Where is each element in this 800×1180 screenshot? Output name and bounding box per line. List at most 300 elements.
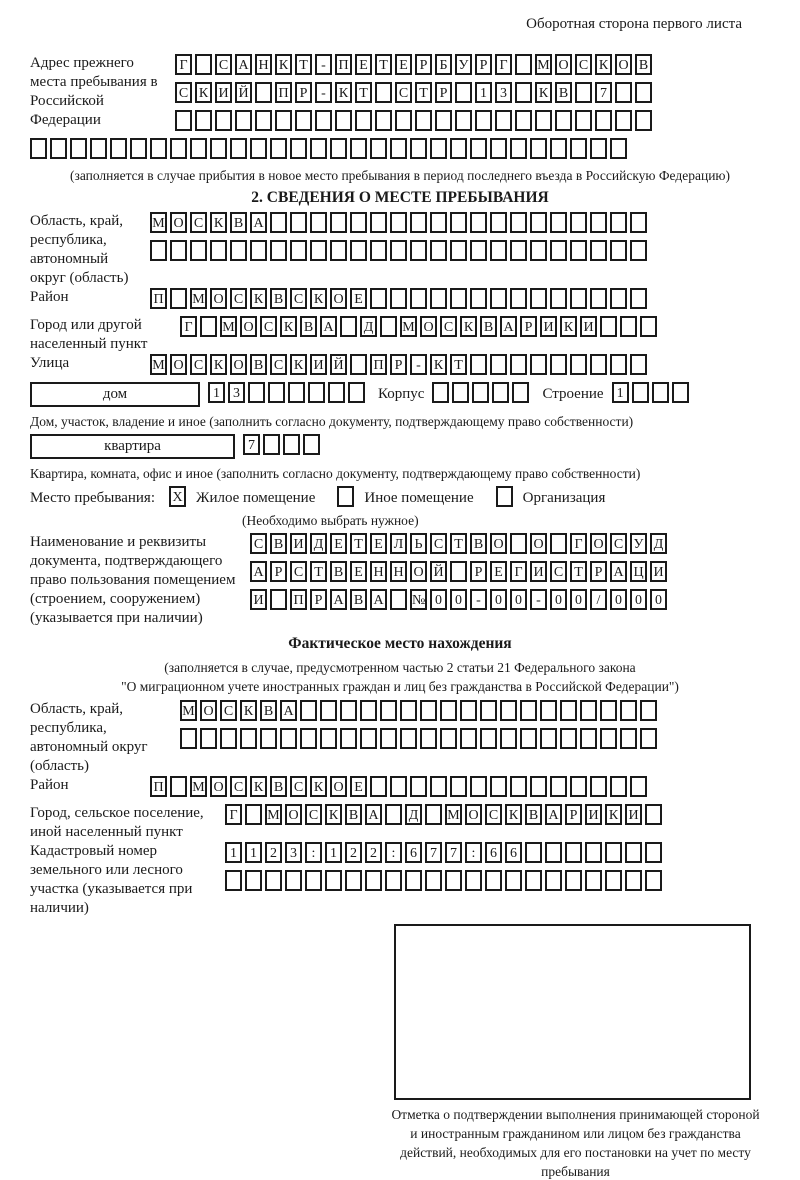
char-box[interactable] bbox=[580, 700, 597, 721]
char-box[interactable] bbox=[70, 138, 87, 159]
char-box[interactable] bbox=[410, 240, 427, 261]
char-box[interactable] bbox=[170, 138, 187, 159]
char-box[interactable]: Т bbox=[310, 561, 327, 582]
char-box[interactable] bbox=[605, 842, 622, 863]
char-box[interactable]: Ь bbox=[410, 533, 427, 554]
char-box[interactable] bbox=[350, 354, 367, 375]
char-box[interactable] bbox=[310, 240, 327, 261]
char-box[interactable] bbox=[560, 728, 577, 749]
char-box[interactable] bbox=[490, 240, 507, 261]
char-box[interactable] bbox=[445, 870, 462, 891]
char-box[interactable] bbox=[175, 110, 192, 131]
char-box[interactable]: Т bbox=[450, 354, 467, 375]
char-box[interactable] bbox=[370, 776, 387, 797]
char-box[interactable]: С bbox=[260, 316, 277, 337]
char-box[interactable]: А bbox=[330, 589, 347, 610]
char-box[interactable]: - bbox=[410, 354, 427, 375]
char-box[interactable] bbox=[335, 110, 352, 131]
char-box[interactable]: И bbox=[650, 561, 667, 582]
char-box[interactable] bbox=[450, 138, 467, 159]
char-box[interactable]: К bbox=[430, 354, 447, 375]
char-box[interactable]: И bbox=[310, 354, 327, 375]
char-box[interactable] bbox=[170, 776, 187, 797]
char-box[interactable]: И bbox=[580, 316, 597, 337]
char-box[interactable] bbox=[630, 354, 647, 375]
char-box[interactable] bbox=[235, 110, 252, 131]
char-box[interactable] bbox=[375, 82, 392, 103]
char-box[interactable]: О bbox=[330, 776, 347, 797]
char-box[interactable] bbox=[470, 354, 487, 375]
char-box[interactable] bbox=[300, 700, 317, 721]
char-box[interactable]: 0 bbox=[570, 589, 587, 610]
char-box[interactable]: А bbox=[280, 700, 297, 721]
char-box[interactable] bbox=[615, 82, 632, 103]
char-box[interactable] bbox=[30, 138, 47, 159]
char-box[interactable]: 7 bbox=[243, 434, 260, 455]
char-box[interactable] bbox=[570, 776, 587, 797]
char-box[interactable]: В bbox=[270, 533, 287, 554]
char-box[interactable]: 1 bbox=[245, 842, 262, 863]
char-box[interactable]: 1 bbox=[475, 82, 492, 103]
char-box[interactable] bbox=[435, 110, 452, 131]
char-box[interactable] bbox=[263, 434, 280, 455]
char-box[interactable] bbox=[365, 870, 382, 891]
char-box[interactable] bbox=[610, 212, 627, 233]
char-box[interactable]: О bbox=[615, 54, 632, 75]
char-box[interactable] bbox=[535, 110, 552, 131]
char-box[interactable] bbox=[600, 728, 617, 749]
char-box[interactable] bbox=[450, 212, 467, 233]
char-box[interactable] bbox=[380, 316, 397, 337]
char-box[interactable]: И bbox=[585, 804, 602, 825]
char-box[interactable] bbox=[450, 288, 467, 309]
char-box[interactable] bbox=[410, 776, 427, 797]
char-box[interactable] bbox=[290, 138, 307, 159]
char-box[interactable] bbox=[530, 138, 547, 159]
char-box[interactable] bbox=[330, 138, 347, 159]
char-box[interactable]: К bbox=[325, 804, 342, 825]
char-box[interactable] bbox=[255, 110, 272, 131]
char-box[interactable] bbox=[600, 700, 617, 721]
char-box[interactable] bbox=[455, 110, 472, 131]
char-box[interactable] bbox=[645, 870, 662, 891]
char-box[interactable] bbox=[270, 589, 287, 610]
char-box[interactable]: М bbox=[535, 54, 552, 75]
char-box[interactable] bbox=[345, 870, 362, 891]
char-box[interactable]: Р bbox=[415, 54, 432, 75]
char-box[interactable] bbox=[510, 212, 527, 233]
char-box[interactable] bbox=[540, 728, 557, 749]
char-box[interactable] bbox=[550, 240, 567, 261]
char-box[interactable] bbox=[420, 700, 437, 721]
char-box[interactable]: В bbox=[470, 533, 487, 554]
char-box[interactable]: Р bbox=[475, 54, 492, 75]
char-box[interactable] bbox=[590, 138, 607, 159]
char-box[interactable] bbox=[330, 212, 347, 233]
char-box[interactable]: Д bbox=[310, 533, 327, 554]
char-box[interactable] bbox=[240, 728, 257, 749]
char-box[interactable]: 0 bbox=[550, 589, 567, 610]
char-box[interactable] bbox=[560, 700, 577, 721]
char-box[interactable] bbox=[530, 776, 547, 797]
char-box[interactable]: М bbox=[190, 776, 207, 797]
char-box[interactable]: А bbox=[365, 804, 382, 825]
char-box[interactable] bbox=[245, 870, 262, 891]
char-box[interactable]: В bbox=[635, 54, 652, 75]
char-box[interactable]: Т bbox=[570, 561, 587, 582]
char-box[interactable]: В bbox=[260, 700, 277, 721]
char-box[interactable] bbox=[385, 870, 402, 891]
char-box[interactable]: В bbox=[525, 804, 542, 825]
char-box[interactable]: К bbox=[240, 700, 257, 721]
char-box[interactable] bbox=[270, 212, 287, 233]
char-box[interactable] bbox=[580, 728, 597, 749]
char-box[interactable]: Т bbox=[450, 533, 467, 554]
char-box[interactable] bbox=[630, 776, 647, 797]
char-box[interactable]: К bbox=[460, 316, 477, 337]
char-box[interactable] bbox=[390, 776, 407, 797]
char-box[interactable] bbox=[310, 138, 327, 159]
char-box[interactable] bbox=[288, 382, 305, 403]
char-box[interactable] bbox=[565, 870, 582, 891]
char-box[interactable]: Г bbox=[180, 316, 197, 337]
char-box[interactable]: Р bbox=[295, 82, 312, 103]
char-box[interactable]: : bbox=[385, 842, 402, 863]
char-box[interactable]: Е bbox=[490, 561, 507, 582]
char-box[interactable]: С bbox=[575, 54, 592, 75]
char-box[interactable] bbox=[620, 700, 637, 721]
char-box[interactable] bbox=[390, 589, 407, 610]
char-box[interactable] bbox=[595, 110, 612, 131]
char-box[interactable] bbox=[630, 288, 647, 309]
char-box[interactable] bbox=[290, 212, 307, 233]
char-box[interactable]: 7 bbox=[445, 842, 462, 863]
char-box[interactable] bbox=[395, 110, 412, 131]
char-box[interactable] bbox=[490, 776, 507, 797]
char-box[interactable] bbox=[400, 700, 417, 721]
char-box[interactable]: : bbox=[465, 842, 482, 863]
char-box[interactable] bbox=[575, 110, 592, 131]
char-box[interactable] bbox=[375, 110, 392, 131]
char-box[interactable] bbox=[90, 138, 107, 159]
char-box[interactable]: Л bbox=[390, 533, 407, 554]
char-box[interactable]: Р bbox=[270, 561, 287, 582]
char-box[interactable] bbox=[492, 382, 509, 403]
char-box[interactable]: О bbox=[420, 316, 437, 337]
char-box[interactable]: Д bbox=[650, 533, 667, 554]
char-box[interactable] bbox=[180, 728, 197, 749]
char-box[interactable] bbox=[200, 728, 217, 749]
char-box[interactable] bbox=[585, 870, 602, 891]
char-box[interactable] bbox=[630, 212, 647, 233]
char-box[interactable]: К bbox=[335, 82, 352, 103]
char-box[interactable] bbox=[550, 354, 567, 375]
char-box[interactable]: С bbox=[550, 561, 567, 582]
char-box[interactable] bbox=[290, 240, 307, 261]
char-box[interactable] bbox=[390, 138, 407, 159]
char-box[interactable] bbox=[370, 138, 387, 159]
char-box[interactable] bbox=[190, 138, 207, 159]
char-box[interactable]: С bbox=[290, 776, 307, 797]
char-box[interactable] bbox=[270, 138, 287, 159]
char-box[interactable]: - bbox=[315, 82, 332, 103]
char-box[interactable] bbox=[460, 700, 477, 721]
char-box[interactable]: В bbox=[270, 288, 287, 309]
char-box[interactable] bbox=[385, 804, 402, 825]
char-box[interactable]: Р bbox=[565, 804, 582, 825]
char-box[interactable]: О bbox=[555, 54, 572, 75]
char-box[interactable]: С bbox=[250, 533, 267, 554]
char-box[interactable] bbox=[590, 288, 607, 309]
char-box[interactable] bbox=[390, 288, 407, 309]
char-box[interactable]: К bbox=[250, 776, 267, 797]
char-box[interactable] bbox=[220, 728, 237, 749]
char-box[interactable]: А bbox=[320, 316, 337, 337]
char-box[interactable]: К bbox=[535, 82, 552, 103]
char-box[interactable] bbox=[340, 728, 357, 749]
char-box[interactable]: И bbox=[625, 804, 642, 825]
char-box[interactable] bbox=[520, 728, 537, 749]
char-box[interactable] bbox=[490, 138, 507, 159]
char-box[interactable]: М bbox=[150, 212, 167, 233]
char-box[interactable] bbox=[420, 728, 437, 749]
char-box[interactable]: Й bbox=[430, 561, 447, 582]
char-box[interactable] bbox=[550, 212, 567, 233]
char-box[interactable] bbox=[645, 842, 662, 863]
char-box[interactable] bbox=[310, 212, 327, 233]
char-box[interactable]: С bbox=[290, 561, 307, 582]
char-box[interactable] bbox=[515, 54, 532, 75]
char-box[interactable]: М bbox=[190, 288, 207, 309]
char-box[interactable]: С bbox=[230, 288, 247, 309]
char-box[interactable]: - bbox=[470, 589, 487, 610]
char-box[interactable] bbox=[590, 354, 607, 375]
char-box[interactable] bbox=[275, 110, 292, 131]
char-box[interactable] bbox=[540, 700, 557, 721]
char-box[interactable] bbox=[150, 138, 167, 159]
char-box[interactable]: К bbox=[210, 354, 227, 375]
char-box[interactable] bbox=[632, 382, 649, 403]
char-box[interactable] bbox=[480, 700, 497, 721]
char-box[interactable]: О bbox=[410, 561, 427, 582]
char-box[interactable]: С bbox=[270, 354, 287, 375]
char-box[interactable]: Г bbox=[510, 561, 527, 582]
char-box[interactable] bbox=[485, 870, 502, 891]
char-box[interactable]: И bbox=[290, 533, 307, 554]
char-box[interactable]: 0 bbox=[610, 589, 627, 610]
char-box[interactable] bbox=[645, 804, 662, 825]
char-box[interactable]: К bbox=[310, 776, 327, 797]
char-box[interactable] bbox=[410, 288, 427, 309]
char-box[interactable]: А bbox=[370, 589, 387, 610]
char-box[interactable] bbox=[410, 138, 427, 159]
char-box[interactable]: Й bbox=[235, 82, 252, 103]
char-box[interactable]: М bbox=[400, 316, 417, 337]
char-box[interactable]: С bbox=[175, 82, 192, 103]
char-box[interactable]: А bbox=[235, 54, 252, 75]
char-box[interactable]: С bbox=[430, 533, 447, 554]
char-box[interactable] bbox=[330, 240, 347, 261]
char-box[interactable] bbox=[495, 110, 512, 131]
char-box[interactable]: В bbox=[555, 82, 572, 103]
char-box[interactable]: С bbox=[485, 804, 502, 825]
char-box[interactable] bbox=[525, 870, 542, 891]
char-box[interactable] bbox=[315, 110, 332, 131]
char-box[interactable] bbox=[470, 138, 487, 159]
char-box[interactable]: Д bbox=[360, 316, 377, 337]
char-box[interactable]: Е bbox=[330, 533, 347, 554]
char-box[interactable] bbox=[530, 240, 547, 261]
char-box[interactable]: П bbox=[335, 54, 352, 75]
char-box[interactable]: 0 bbox=[630, 589, 647, 610]
char-box[interactable]: Н bbox=[370, 561, 387, 582]
char-box[interactable] bbox=[390, 212, 407, 233]
char-box[interactable] bbox=[550, 533, 567, 554]
char-box[interactable]: К bbox=[595, 54, 612, 75]
char-box[interactable]: Р bbox=[435, 82, 452, 103]
char-box[interactable]: Р bbox=[470, 561, 487, 582]
stay-type-checkbox-organization[interactable] bbox=[496, 486, 513, 507]
char-box[interactable] bbox=[225, 870, 242, 891]
char-box[interactable] bbox=[470, 776, 487, 797]
char-box[interactable] bbox=[610, 354, 627, 375]
char-box[interactable]: О bbox=[590, 533, 607, 554]
char-box[interactable] bbox=[570, 212, 587, 233]
char-box[interactable] bbox=[432, 382, 449, 403]
char-box[interactable]: Н bbox=[255, 54, 272, 75]
char-box[interactable]: Е bbox=[350, 288, 367, 309]
char-box[interactable] bbox=[672, 382, 689, 403]
char-box[interactable] bbox=[250, 240, 267, 261]
char-box[interactable] bbox=[440, 728, 457, 749]
char-box[interactable] bbox=[500, 728, 517, 749]
char-box[interactable]: 0 bbox=[510, 589, 527, 610]
char-box[interactable] bbox=[305, 870, 322, 891]
char-box[interactable] bbox=[430, 240, 447, 261]
char-box[interactable]: С bbox=[230, 776, 247, 797]
char-box[interactable] bbox=[452, 382, 469, 403]
char-box[interactable] bbox=[320, 700, 337, 721]
char-box[interactable]: - bbox=[530, 589, 547, 610]
char-box[interactable]: Т bbox=[355, 82, 372, 103]
char-box[interactable] bbox=[652, 382, 669, 403]
char-box[interactable] bbox=[350, 240, 367, 261]
char-box[interactable]: Р bbox=[590, 561, 607, 582]
char-box[interactable]: Т bbox=[375, 54, 392, 75]
char-box[interactable]: С bbox=[440, 316, 457, 337]
char-box[interactable]: К bbox=[290, 354, 307, 375]
char-box[interactable]: № bbox=[410, 589, 427, 610]
char-box[interactable]: Г bbox=[225, 804, 242, 825]
char-box[interactable] bbox=[512, 382, 529, 403]
char-box[interactable] bbox=[625, 842, 642, 863]
char-box[interactable]: О bbox=[170, 354, 187, 375]
char-box[interactable] bbox=[430, 288, 447, 309]
char-box[interactable]: А bbox=[545, 804, 562, 825]
char-box[interactable] bbox=[195, 54, 212, 75]
char-box[interactable]: С bbox=[220, 700, 237, 721]
char-box[interactable] bbox=[410, 212, 427, 233]
char-box[interactable]: 0 bbox=[650, 589, 667, 610]
char-box[interactable] bbox=[405, 870, 422, 891]
char-box[interactable] bbox=[325, 870, 342, 891]
char-box[interactable]: 1 bbox=[208, 382, 225, 403]
char-box[interactable]: 0 bbox=[490, 589, 507, 610]
char-box[interactable] bbox=[610, 776, 627, 797]
char-box[interactable]: А bbox=[500, 316, 517, 337]
char-box[interactable]: О bbox=[210, 288, 227, 309]
char-box[interactable]: О bbox=[170, 212, 187, 233]
char-box[interactable]: О bbox=[490, 533, 507, 554]
char-box[interactable]: В bbox=[250, 354, 267, 375]
char-box[interactable]: К bbox=[505, 804, 522, 825]
char-box[interactable]: Т bbox=[415, 82, 432, 103]
char-box[interactable]: М bbox=[180, 700, 197, 721]
char-box[interactable] bbox=[170, 288, 187, 309]
char-box[interactable]: С bbox=[290, 288, 307, 309]
char-box[interactable] bbox=[200, 316, 217, 337]
char-box[interactable]: Б bbox=[435, 54, 452, 75]
char-box[interactable] bbox=[430, 212, 447, 233]
char-box[interactable] bbox=[620, 316, 637, 337]
char-box[interactable]: М bbox=[445, 804, 462, 825]
char-box[interactable] bbox=[370, 212, 387, 233]
char-box[interactable] bbox=[303, 434, 320, 455]
char-box[interactable] bbox=[380, 728, 397, 749]
char-box[interactable]: 3 bbox=[228, 382, 245, 403]
char-box[interactable] bbox=[230, 240, 247, 261]
char-box[interactable] bbox=[215, 110, 232, 131]
char-box[interactable] bbox=[380, 700, 397, 721]
char-box[interactable]: С bbox=[215, 54, 232, 75]
char-box[interactable] bbox=[530, 354, 547, 375]
char-box[interactable] bbox=[500, 700, 517, 721]
char-box[interactable] bbox=[550, 138, 567, 159]
char-box[interactable] bbox=[270, 240, 287, 261]
char-box[interactable] bbox=[565, 842, 582, 863]
char-box[interactable] bbox=[640, 728, 657, 749]
char-box[interactable]: В bbox=[350, 589, 367, 610]
char-box[interactable] bbox=[195, 110, 212, 131]
char-box[interactable]: 6 bbox=[505, 842, 522, 863]
char-box[interactable]: Р bbox=[390, 354, 407, 375]
char-box[interactable] bbox=[490, 288, 507, 309]
char-box[interactable] bbox=[545, 870, 562, 891]
char-box[interactable]: П bbox=[290, 589, 307, 610]
char-box[interactable]: 1 bbox=[325, 842, 342, 863]
stay-type-checkbox-other[interactable] bbox=[337, 486, 354, 507]
char-box[interactable] bbox=[605, 870, 622, 891]
char-box[interactable] bbox=[510, 533, 527, 554]
char-box[interactable] bbox=[370, 288, 387, 309]
char-box[interactable]: П bbox=[370, 354, 387, 375]
char-box[interactable] bbox=[150, 240, 167, 261]
char-box[interactable]: К bbox=[250, 288, 267, 309]
char-box[interactable]: / bbox=[590, 589, 607, 610]
char-box[interactable]: Т bbox=[295, 54, 312, 75]
char-box[interactable] bbox=[295, 110, 312, 131]
char-box[interactable]: 3 bbox=[495, 82, 512, 103]
char-box[interactable]: 2 bbox=[345, 842, 362, 863]
char-box[interactable]: 3 bbox=[285, 842, 302, 863]
char-box[interactable] bbox=[510, 776, 527, 797]
char-box[interactable]: Г bbox=[570, 533, 587, 554]
char-box[interactable] bbox=[328, 382, 345, 403]
char-box[interactable] bbox=[475, 110, 492, 131]
char-box[interactable] bbox=[490, 354, 507, 375]
char-box[interactable] bbox=[415, 110, 432, 131]
char-box[interactable]: К bbox=[310, 288, 327, 309]
